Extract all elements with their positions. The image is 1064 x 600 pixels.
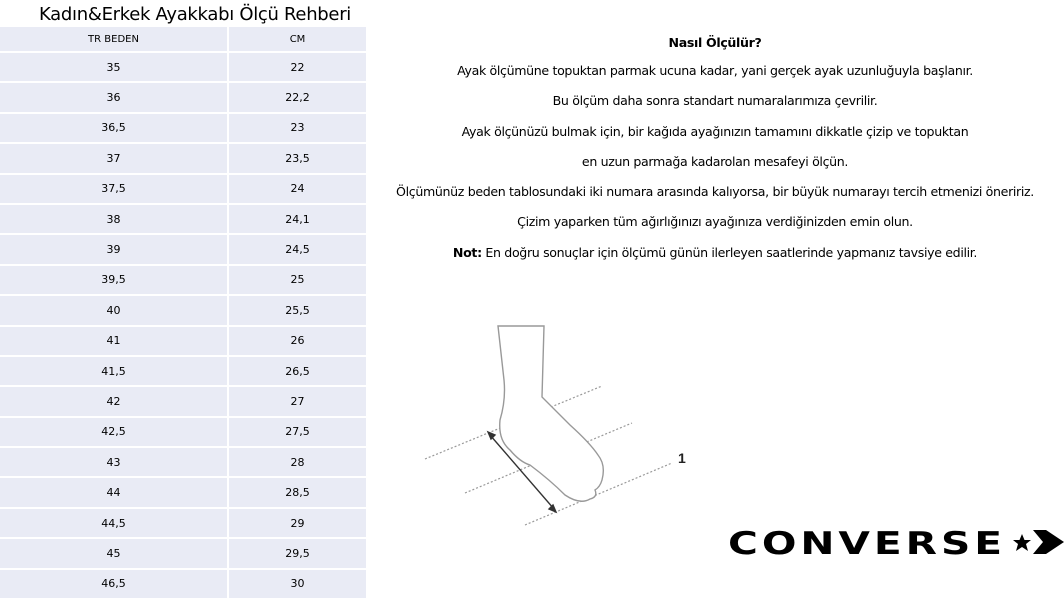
table-body — [0, 52, 366, 599]
cell-tr-beden: 44,5 — [0, 508, 228, 538]
cell-tr-beden: 42,5 — [0, 417, 228, 447]
instruction-line: Çizim yaparken tüm ağırlığınızı ayağınıza verdiğinizden emin olun. — [517, 214, 913, 230]
table-row — [0, 447, 366, 477]
cell-cm: 24 — [228, 174, 366, 204]
table-row — [0, 143, 366, 173]
converse-logo — [728, 520, 1064, 564]
cell-cm: 27 — [228, 386, 366, 416]
table-row — [0, 82, 366, 112]
cell-tr-beden: 40 — [0, 295, 228, 325]
header-cm: CM — [228, 27, 366, 52]
table-row — [0, 265, 366, 295]
table-row — [0, 417, 366, 447]
cell-cm: 27,5 — [228, 417, 366, 447]
instruction-line: Ölçümünüz beden tablosundaki iki numara arasında kalıyorsa, bir büyük numarayı tercih etmenizi öneririz. — [396, 184, 1034, 200]
cell-cm: 30 — [228, 569, 366, 599]
cell-tr-beden: 42 — [0, 386, 228, 416]
cell-cm: 23 — [228, 113, 366, 143]
instructions-panel — [370, 33, 1060, 268]
table-row — [0, 234, 366, 264]
cell-cm: 29,5 — [228, 538, 366, 568]
table-row — [0, 113, 366, 143]
cell-cm: 24,5 — [228, 234, 366, 264]
table-row — [0, 569, 366, 599]
instruction-note — [370, 238, 1060, 268]
cell-tr-beden: 43 — [0, 447, 228, 477]
cell-cm: 22,2 — [228, 82, 366, 112]
cell-tr-beden: 37,5 — [0, 174, 228, 204]
size-chart-table — [0, 27, 366, 600]
header-tr-beden: TR BEDEN — [0, 27, 228, 52]
cell-tr-beden: 36 — [0, 82, 228, 112]
cell-tr-beden: 37 — [0, 143, 228, 173]
cell-cm: 25 — [228, 265, 366, 295]
cell-tr-beden: 38 — [0, 204, 228, 234]
cell-cm: 25,5 — [228, 295, 366, 325]
figure-label: 1 — [678, 450, 686, 466]
table-row — [0, 204, 366, 234]
instruction-line: Bu ölçüm daha sonra standart numaralarımıza çevrilir. — [552, 93, 878, 109]
foot-outline — [498, 326, 603, 501]
cell-tr-beden: 39,5 — [0, 265, 228, 295]
cell-tr-beden: 36,5 — [0, 113, 228, 143]
cell-tr-beden: 41 — [0, 326, 228, 356]
cell-tr-beden: 41,5 — [0, 356, 228, 386]
table-row — [0, 386, 366, 416]
cell-tr-beden: 35 — [0, 52, 228, 82]
cell-cm: 28,5 — [228, 477, 366, 507]
cell-cm: 23,5 — [228, 143, 366, 173]
cell-cm: 28 — [228, 447, 366, 477]
instruction-line: Ayak ölçümüne topuktan parmak ucuna kadar, yani gerçek ayak uzunluğuyla başlanır. — [457, 63, 973, 78]
cell-cm: 26 — [228, 326, 366, 356]
table-header-row — [0, 27, 366, 52]
brand-name: CONVERSE — [728, 526, 1006, 562]
cell-tr-beden: 46,5 — [0, 569, 228, 599]
cell-tr-beden: 44 — [0, 477, 228, 507]
table-row — [0, 326, 366, 356]
page-title: Kadın&Erkek Ayakkabı Ölçü Rehberi — [38, 4, 352, 25]
note-text: En doğru sonuçlar için ölçümü günün ilerleyen saatlerinde yapmanız tavsiye edilir. — [481, 244, 978, 260]
table-row — [0, 477, 366, 507]
table-row — [0, 356, 366, 386]
table-row — [0, 508, 366, 538]
star-chevron-icon — [1013, 530, 1064, 554]
cell-tr-beden: 39 — [0, 234, 228, 264]
cell-cm: 22 — [228, 52, 366, 82]
instruction-line: en uzun parmağa kadarolan mesafeyi ölçün. — [581, 153, 849, 169]
cell-cm: 29 — [228, 508, 366, 538]
cell-cm: 26,5 — [228, 356, 366, 386]
cell-tr-beden: 45 — [0, 538, 228, 568]
table-row — [0, 52, 366, 82]
instruction-line: Ayak ölçünüzü bulmak için, bir kağıda ayağınızın tamamını dikkatle çizip ve topuktan — [461, 123, 969, 139]
instructions-heading: Nasıl Ölçülür? — [668, 35, 762, 50]
foot-measurement-diagram — [420, 315, 700, 535]
table-row — [0, 174, 366, 204]
note-label: Not: — [452, 244, 482, 260]
table-row — [0, 538, 366, 568]
cell-cm: 24,1 — [228, 204, 366, 234]
table-row — [0, 295, 366, 325]
